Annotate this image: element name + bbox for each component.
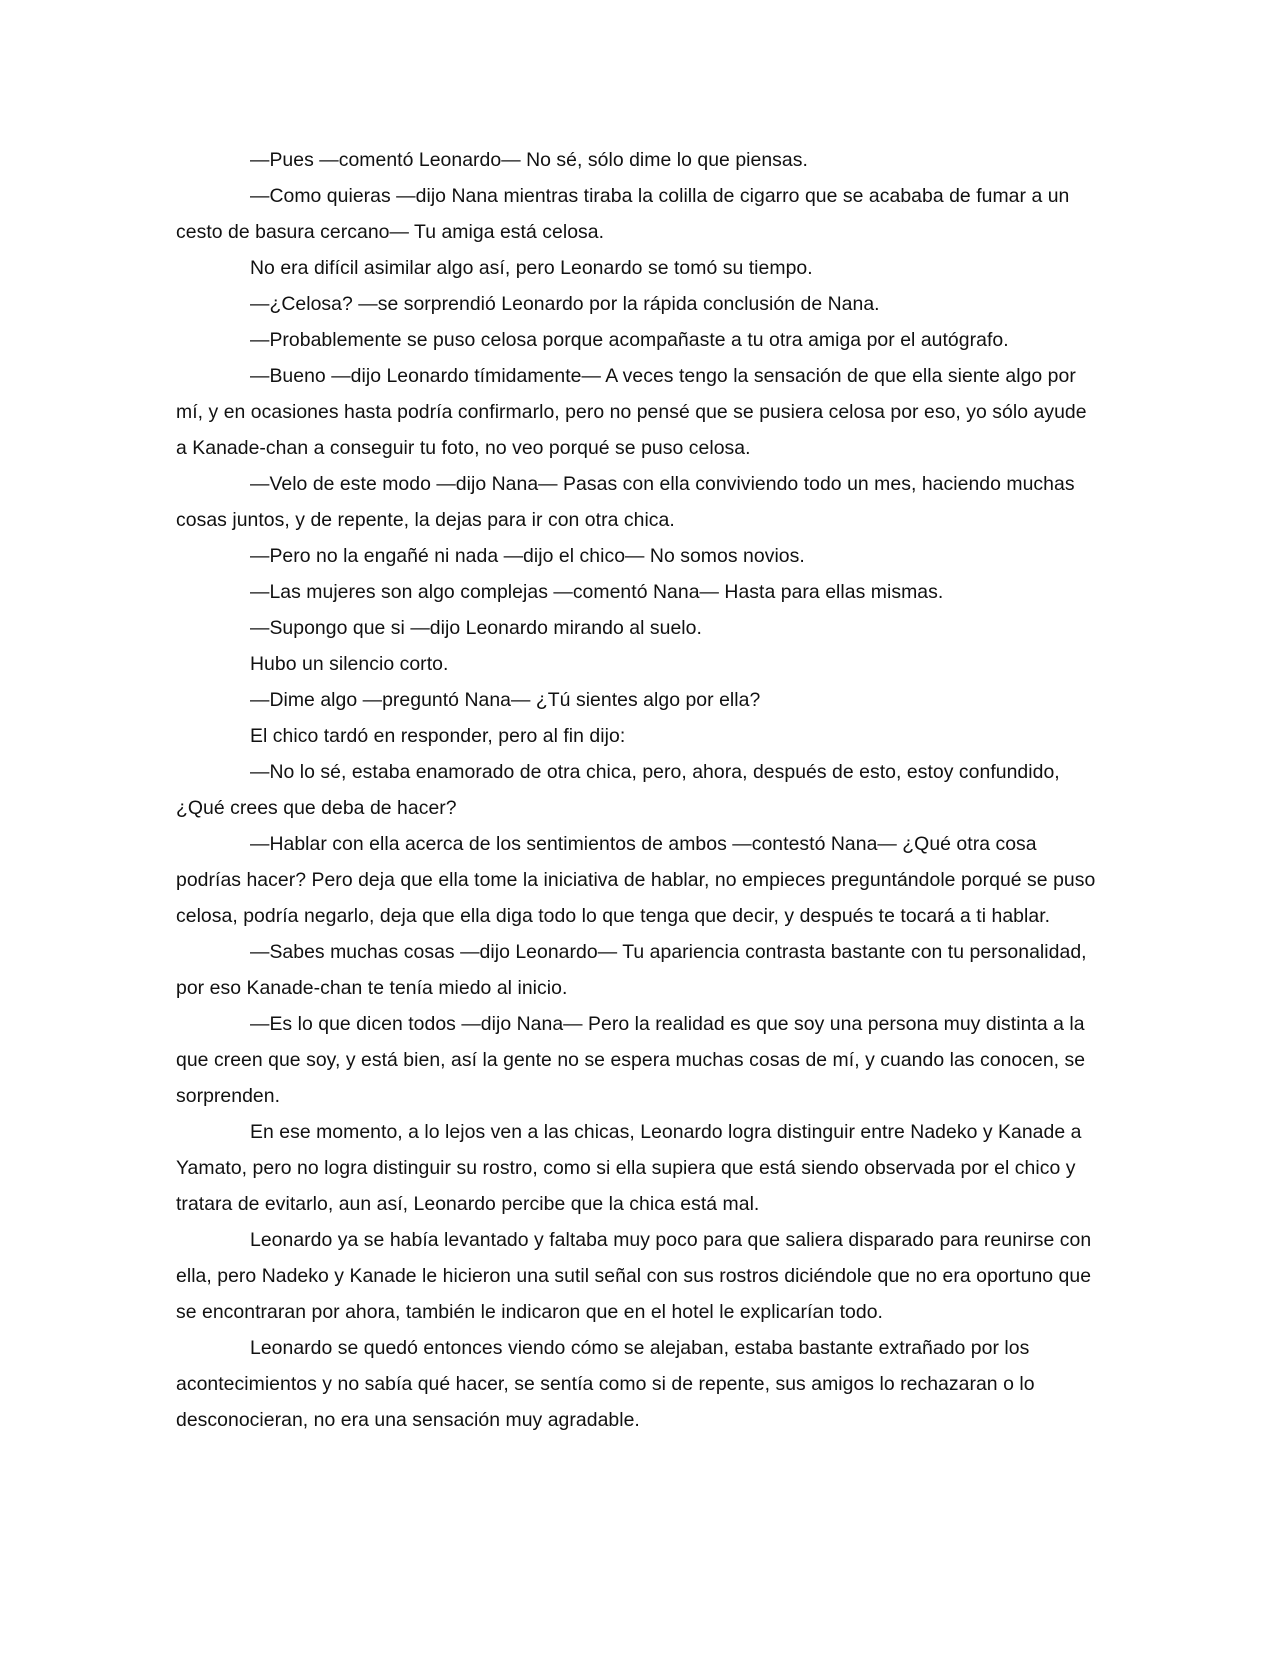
paragraph: —Dime algo —preguntó Nana— ¿Tú sientes algo por ella? — [250, 689, 761, 711]
paragraph: —Pues —comentó Leonardo— No sé, sólo dime lo que piensas. — [250, 149, 808, 171]
paragraph: No era difícil asimilar algo así, pero Leonardo se tomó su tiempo. — [250, 257, 813, 279]
paragraph: —No lo sé, estaba enamorado de otra chica, pero, ahora, después de esto, estoy confundido, ¿Qué crees que deba de hacer? — [176, 761, 1060, 819]
paragraph: El chico tardó en responder, pero al fin dijo: — [250, 725, 626, 747]
paragraph: Hubo un silencio corto. — [250, 653, 449, 675]
paragraph: —¿Celosa? —se sorprendió Leonardo por la rápida conclusión de Nana. — [250, 293, 880, 315]
paragraph: —Sabes muchas cosas —dijo Leonardo— Tu apariencia contrasta bastante con tu personalidad, por eso Kanade-chan te tenía miedo al inicio. — [176, 941, 1087, 999]
paragraph: —Pero no la engañé ni nada —dijo el chico— No somos novios. — [250, 545, 805, 567]
paragraph: En ese momento, a lo lejos ven a las chicas, Leonardo logra distinguir entre Nadeko y Kanade a Yamato, pero no logra distinguir su rostro, como si ella supiera que está siendo observada por el chico y tratara de evitarlo, aun así, Leonardo percibe que la chica está mal. — [176, 1121, 1082, 1215]
paragraph: —Hablar con ella acerca de los sentimientos de ambos —contestó Nana— ¿Qué otra cosa podrías hacer? Pero deja que ella tome la iniciativa de hablar, no empieces preguntándole porqué se puso celosa, podría negarlo, deja que ella diga todo lo que tenga que decir, y después te tocará a ti hablar. — [176, 833, 1096, 927]
body-text — [176, 142, 1096, 1438]
paragraph: —Probablemente se puso celosa porque acompañaste a tu otra amiga por el autógrafo. — [250, 329, 1009, 351]
paragraph: —Bueno —dijo Leonardo tímidamente— A veces tengo la sensación de que ella siente algo por mí, y en ocasiones hasta podría confirmarlo, pero no pensé que se pusiera celosa por eso, yo sólo ayude a Kanade-chan a conseguir tu foto, no veo porqué se puso celosa. — [176, 365, 1087, 459]
paragraph: —Es lo que dicen todos —dijo Nana— Pero la realidad es que soy una persona muy distinta a la que creen que soy, y está bien, así la gente no se espera muchas cosas de mí, y cuando las conocen, se sorprenden. — [176, 1013, 1086, 1107]
paragraph: Leonardo ya se había levantado y faltaba muy poco para que saliera disparado para reunirse con ella, pero Nadeko y Kanade le hicieron una sutil señal con sus rostros diciéndole que no era oportuno que se encontraran por ahora, también le indicaron que en el hotel le explicarían todo. — [176, 1229, 1092, 1323]
paragraph: —Como quieras —dijo Nana mientras tiraba la colilla de cigarro que se acababa de fumar a un cesto de basura cercano— Tu amiga está celosa. — [176, 185, 1070, 243]
paragraph: —Velo de este modo —dijo Nana— Pasas con ella conviviendo todo un mes, haciendo muchas cosas juntos, y de repente, la dejas para ir con otra chica. — [176, 473, 1075, 531]
paragraph: —Las mujeres son algo complejas —comentó Nana— Hasta para ellas mismas. — [250, 581, 944, 603]
paragraph: Leonardo se quedó entonces viendo cómo se alejaban, estaba bastante extrañado por los acontecimientos y no sabía qué hacer, se sentía como si de repente, sus amigos lo rechazaran o lo desconocieran, no era una sensación muy agradable. — [176, 1337, 1035, 1431]
paragraph: —Supongo que si —dijo Leonardo mirando al suelo. — [250, 617, 702, 639]
